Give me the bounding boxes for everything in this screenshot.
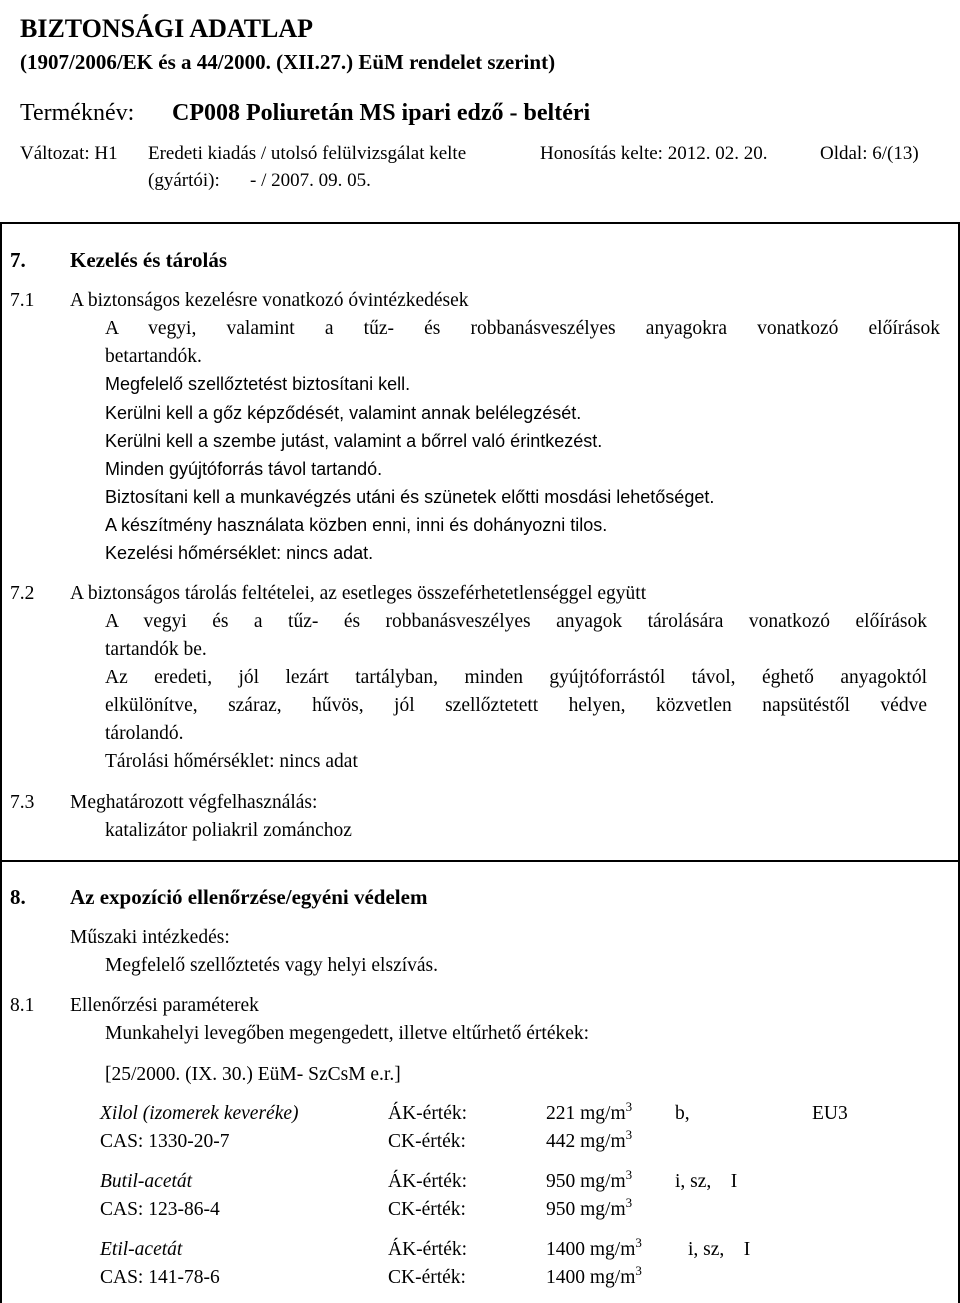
ck-label: CK-érték: bbox=[388, 1267, 466, 1288]
section7-number: 7. bbox=[10, 248, 26, 272]
section7-left-border bbox=[0, 222, 2, 862]
technical-measures-value: Megfelelő szellőztetés vagy helyi elszívás. bbox=[105, 955, 439, 976]
section8-left-border bbox=[0, 860, 2, 1303]
section71-line-contact: Kerülni kell a szembe jutást, valamint a bőrrel való érintkezést. bbox=[105, 431, 603, 451]
document-title: BIZTONSÁGI ADATLAP bbox=[20, 14, 314, 43]
ck-label: CK-érték: bbox=[388, 1199, 466, 1220]
version: Változat: H1 bbox=[20, 143, 118, 164]
ak-value: 221 $mg/m^3$ bbox=[546, 1099, 633, 1124]
section71-line-washing: Biztosítani kell a munkavégzés utáni és szünetek előtti mosdási lehetőséget. bbox=[105, 487, 715, 507]
section71-line-temperature: Kezelési hőmérséklet: nincs adat. bbox=[105, 543, 374, 563]
section71-p1-line2: betartandók. bbox=[105, 346, 202, 367]
substance-name-xylene: Xilol (izomerek keveréke) bbox=[100, 1103, 299, 1124]
approval-date: Honosítás kelte: 2012. 02. 20. bbox=[540, 143, 768, 164]
ck-value: 442 $mg/m^3$ bbox=[546, 1127, 633, 1152]
issue-date-label-2: (gyártói): bbox=[148, 170, 220, 191]
section72-storage-temp: Tárolási hőmérséklet: nincs adat bbox=[105, 751, 358, 772]
section72-paragraph-1 bbox=[105, 612, 927, 668]
section72-p1-line2: tartandók be. bbox=[105, 639, 207, 660]
section71-paragraph bbox=[105, 319, 940, 375]
ak-value: 950 $mg/m^3$ bbox=[546, 1167, 633, 1192]
ak-label: ÁK-érték: bbox=[388, 1239, 468, 1260]
section72-title: A biztonságos tárolás feltételei, az esetleges összeférhetetlenséggel együtt bbox=[70, 583, 647, 604]
cas-number: CAS: 123-86-4 bbox=[100, 1199, 220, 1220]
issue-date-value: - / 2007. 09. 05. bbox=[250, 170, 371, 191]
page-number: Oldal: 6/(13) bbox=[820, 143, 919, 164]
issue-date-label: Eredeti kiadás / utolsó felülvizsgálat kelte bbox=[148, 143, 467, 164]
section73-title: Meghatározott végfelhasználás: bbox=[70, 792, 318, 813]
section8-number: 8. bbox=[10, 885, 26, 909]
cas-number: CAS: 141-78-6 bbox=[100, 1267, 220, 1288]
section72-p1-line1: A vegyi és a tűz- és robbanásveszélyes anyagok tárolására vonatkozó előírások bbox=[105, 611, 927, 632]
ck-value: 950 $mg/m^3$ bbox=[546, 1195, 633, 1220]
section81-title: Ellenőrzési paraméterek bbox=[70, 995, 259, 1016]
ak-label: ÁK-érték: bbox=[388, 1171, 468, 1192]
substance-name-ethyl-acetate: Etil-acetát bbox=[100, 1239, 183, 1260]
section73-number: 7.3 bbox=[10, 792, 35, 813]
section7-title: Kezelés és tárolás bbox=[70, 248, 228, 272]
section71-number: 7.1 bbox=[10, 290, 35, 311]
section8-title: Az expozíció ellenőrzése/egyéni védelem bbox=[70, 885, 428, 909]
substance-notes: b, bbox=[675, 1103, 690, 1124]
ak-label: ÁK-érték: bbox=[388, 1103, 468, 1124]
section72-paragraph-2 bbox=[105, 668, 927, 752]
ck-value: 1400 $mg/m^3$ bbox=[546, 1263, 642, 1288]
technical-measures-label: Műszaki intézkedés: bbox=[70, 927, 230, 948]
substance-notes: i, sz, I bbox=[675, 1171, 738, 1192]
section7-top-border bbox=[0, 222, 960, 224]
product-name: CP008 Poliuretán MS ipari edző - beltéri bbox=[172, 100, 591, 126]
section71-title: A biztonságos kezelésre vonatkozó óvintézkedések bbox=[70, 290, 469, 311]
section7-bottom-border bbox=[0, 860, 960, 862]
ak-value: 1400 $mg/m^3$ bbox=[546, 1235, 642, 1260]
section71-line-ventilation: Megfelelő szellőztetést biztosítani kell. bbox=[105, 374, 411, 394]
product-name-label: Terméknév: bbox=[20, 100, 135, 126]
section72-p2-line3: tárolandó. bbox=[105, 723, 184, 744]
section71-line-vapour: Kerülni kell a gőz képződését, valamint annak belélegzését. bbox=[105, 403, 582, 423]
section72-p2-line2: elkülönítve, száraz, hűvös, jól szellőztetett helyen, közvetlen napsütéstől védve bbox=[105, 695, 927, 716]
substance-notes: i, sz, I bbox=[688, 1239, 751, 1260]
ck-label: CK-érték: bbox=[388, 1131, 466, 1152]
section71-line-eating: A készítmény használata közben enni, inni és dohányozni tilos. bbox=[105, 515, 608, 535]
section73-value: katalizátor poliakril zománchoz bbox=[105, 820, 352, 841]
section81-number: 8.1 bbox=[10, 995, 35, 1016]
section72-p2-line1: Az eredeti, jól lezárt tartályban, minden gyújtóforrástól távol, éghető anyagoktól bbox=[105, 667, 927, 688]
section72-number: 7.2 bbox=[10, 583, 35, 604]
eu-limit: EU3 bbox=[812, 1103, 848, 1124]
section81-description: Munkahelyi levegőben megengedett, illetve eltűrhető értékek: bbox=[105, 1023, 590, 1044]
substance-name-butyl-acetate: Butil-acetát bbox=[100, 1171, 193, 1192]
regulation-subtitle: (1907/2006/EK és a 44/2000. (XII.27.) EüM rendelet szerint) bbox=[20, 50, 556, 74]
section71-line-ignition: Minden gyújtóforrás távol tartandó. bbox=[105, 459, 383, 479]
section81-reference: [25/2000. (IX. 30.) EüM- SzCsM e.r.] bbox=[105, 1064, 401, 1085]
cas-number: CAS: 1330-20-7 bbox=[100, 1131, 230, 1152]
section71-p1-line1: A vegyi, valamint a tűz- és robbanásveszélyes anyagokra vonatkozó előírások bbox=[105, 318, 940, 339]
